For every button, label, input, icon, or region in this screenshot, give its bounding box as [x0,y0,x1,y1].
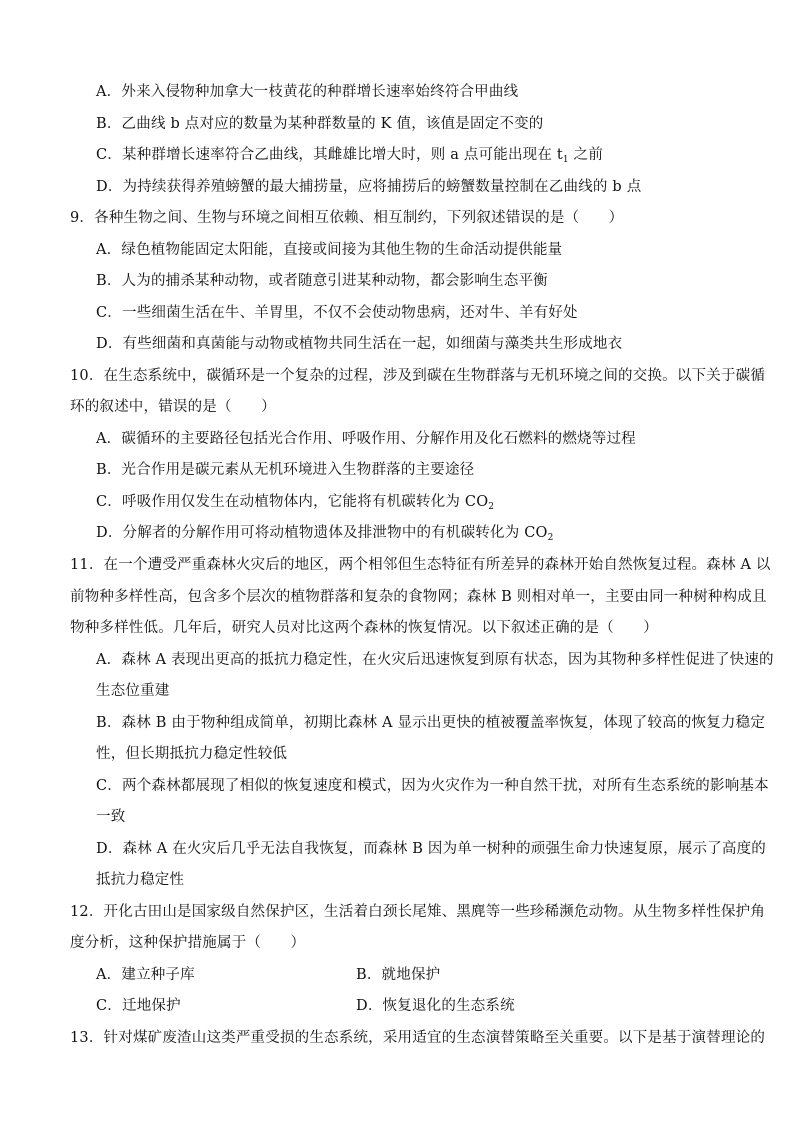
q12-option-b: B．就地保护 [356,967,441,983]
q12-option-d: D．恢复退化的生态系统 [356,998,515,1014]
q10-stem-line2: 环的叙述中，错误的是（ ） [70,399,276,415]
q10-option-a: A．碳循环的主要路径包括光合作用、呼吸作用、分解作用及化石燃料的燃烧等过程 [96,431,636,447]
q10-stem-line1: 10．在生态系统中，碳循环是一个复杂的过程，涉及到碳在生物群落与无机环境之间的交换。以下关于碳循 [70,368,766,384]
q11-stem-line1: 11．在一个遭受严重森林火灾后的地区，两个相邻但生态特征有所差异的森林开始自然恢复过程。森林 A 以 [70,557,771,573]
q8-option-c-text: C．某种群增长速率符合乙曲线，其雌雄比增大时，则 a 点可能出现在 t [96,147,563,163]
q9-stem: 9．各种生物之间、生物与环境之间相互依赖、相互制约，下列叙述错误的是（ ） [70,210,624,226]
q13-stem-line1: 13．针对煤矿废渣山这类严重受损的生态系统，采用适宜的生态演替策略至关重要。以下是基于演替理论的 [70,1030,766,1046]
q11-option-c-line1: C．两个森林都展现了相似的恢复速度和模式，因为火灾作为一种自然干扰，对所有生态系统的影响基本 [96,778,769,794]
q10-option-b: B．光合作用是碳元素从无机环境进入生物群落的主要途径 [96,462,475,478]
q10-option-c [96,492,494,517]
q10-option-d [96,523,554,548]
q11-option-a-line2: 生态位重建 [96,683,170,699]
subscript: 1 [562,155,569,165]
subscript: 2 [547,533,554,543]
q11-option-d-line1: D．森林 A 在火灾后几乎无法自我恢复，而森林 B 因为单一树种的顽强生命力快速复原，展示了高度的 [96,841,766,857]
q11-option-a-line1: A．森林 A 表现出更高的抵抗力稳定性，在火灾后迅速恢复到原有状态，因为其物种多样性促进了快速的 [96,652,774,668]
q12-option-c: C．迁地保护 [96,998,181,1014]
q10-option-d-text: D．分解者的分解作用可将动植物遗体及排泄物中的有机碳转化为 CO [96,525,548,541]
q11-option-b-line1: B．森林 B 由于物种组成简单，初期比森林 A 显示出更快的植被覆盖率恢复，体现了较高的恢复力稳定 [96,715,766,731]
q8-option-c [96,145,603,170]
q9-option-c: C．一些细菌生活在牛、羊胃里，不仅不会使动物患病，还对牛、羊有好处 [96,305,578,321]
q8-option-b: B．乙曲线 b 点对应的数量为某种群数量的 K 值，该值是固定不变的 [96,116,544,132]
subscript: 2 [488,502,495,512]
q11-option-c-line2: 一致 [96,809,126,825]
q11-option-b-line2: 性，但长期抵抗力稳定性较低 [96,746,288,762]
q8-option-a: A．外来入侵物种加拿大一枝黄花的种群增长速率始终符合甲曲线 [96,84,519,100]
q12-stem-line1: 12．开化古田山是国家级自然保护区，生活着白颈长尾雉、黑麂等一些珍稀濒危动物。从生物多样性保护角 [70,904,766,920]
q9-option-a: A．绿色植物能固定太阳能，直接或间接为其他生物的生命活动提供能量 [96,242,563,258]
q11-option-d-line2: 抵抗力稳定性 [96,872,185,888]
q8-option-d: D．为持续获得养殖螃蟹的最大捕捞量，应将捕捞后的螃蟹数量控制在乙曲线的 b 点 [96,179,642,195]
q8-option-c-tail: 之前 [568,147,604,163]
q12-option-a: A．建立种子库 [96,967,195,983]
q11-stem-line3: 物种多样性低。几年后，研究人员对比这两个森林的恢复情况。以下叙述正确的是（ ） [70,620,658,636]
q10-option-c-text: C．呼吸作用仅发生在动植物体内，它能将有机碳转化为 CO [96,494,489,510]
q12-stem-line2: 度分析，这种保护措施属于（ ） [70,935,306,951]
q11-stem-line2: 前物种多样性高，包含多个层次的植物群落和复杂的食物网；森林 B 则相对单一，主要由同一种树种构成且 [70,589,767,605]
q9-option-b: B．人为的捕杀某种动物，或者随意引进某种动物，都会影响生态平衡 [96,273,548,289]
q9-option-d: D．有些细菌和真菌能与动物或植物共同生活在一起，如细菌与藻类共生形成地衣 [96,336,623,352]
